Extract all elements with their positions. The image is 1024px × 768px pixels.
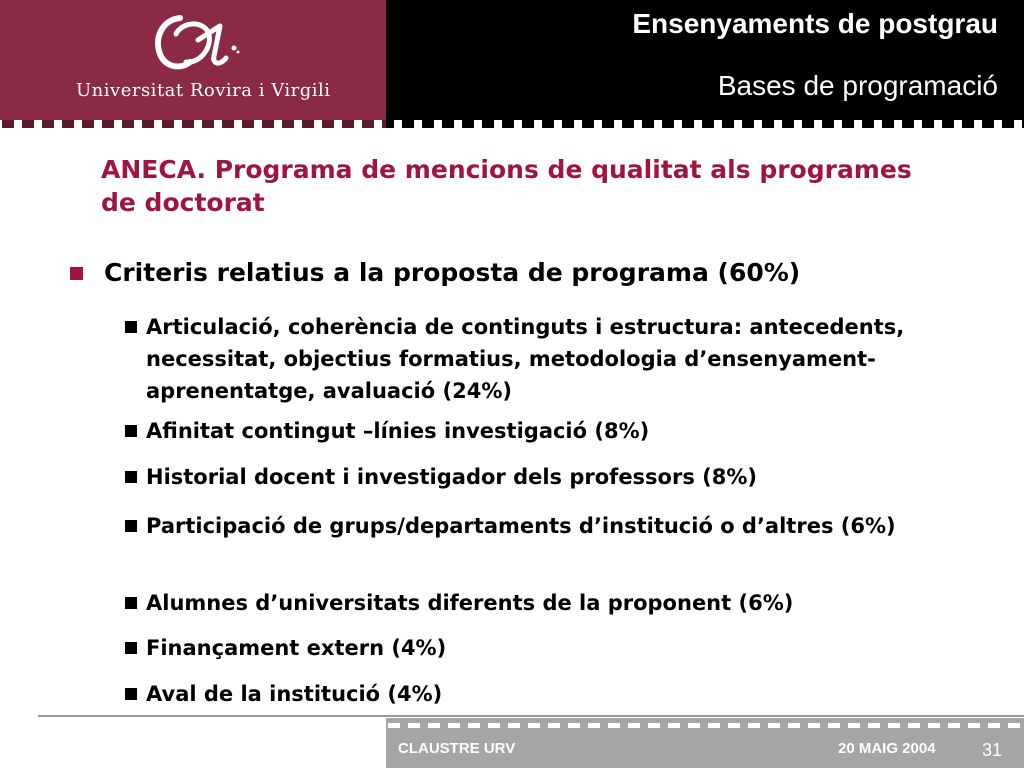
slide-title: ANECA. Programa de mencions de qualitat als programes de doctorat	[101, 155, 912, 217]
presentation-title: Ensenyaments de postgrau	[632, 8, 998, 39]
footer-event: CLAUSTRE URV	[398, 740, 516, 757]
sub-bullet: Finançament extern (4%)	[125, 632, 995, 664]
bullet-square-icon	[125, 425, 137, 437]
header-brand-panel	[0, 0, 386, 122]
footer-dash-strip	[386, 718, 1024, 728]
header-divider	[0, 120, 1024, 132]
sub-bullet: Alumnes d’universitats diferents de la proponent (6%)	[125, 587, 995, 619]
sub-bullet: Participació de grups/departaments d’institució o d’altres (6%)	[125, 510, 995, 542]
sub-bullet: Historial docent i investigador dels professors (8%)	[125, 461, 995, 493]
footer-left-panel	[0, 718, 386, 768]
main-bullet-text: Criteris relatius a la proposta de programa (60%)	[104, 258, 801, 287]
presentation-subtitle: Bases de programació	[717, 70, 998, 101]
bullet-square-icon	[125, 642, 137, 654]
header-title-panel	[386, 0, 1024, 122]
bullet-square-icon	[125, 471, 137, 483]
bullet-square-icon	[125, 597, 137, 609]
sub-bullet: Articulació, coherència de continguts i estructura: antecedents, necessitat, objectius formatius, metodologia d’ensenyament-aprenentatge, avaluació (24%)	[125, 311, 995, 407]
bullet-square-icon	[125, 321, 137, 333]
sub-bullet: Aval de la institució (4%)	[125, 678, 995, 710]
bullet-square-icon	[70, 267, 83, 280]
bullet-square-icon	[125, 520, 137, 532]
urv-logo-icon	[150, 12, 242, 74]
footer-divider	[38, 715, 1024, 717]
bullet-square-icon	[125, 688, 137, 700]
footer-date: 20 MAIG 2004	[838, 740, 936, 757]
sub-bullet: Afinitat contingut –línies investigació (8%)	[125, 415, 995, 447]
page-number: 31	[981, 740, 1002, 760]
university-name: Universitat Rovira i Virgili	[76, 80, 331, 101]
